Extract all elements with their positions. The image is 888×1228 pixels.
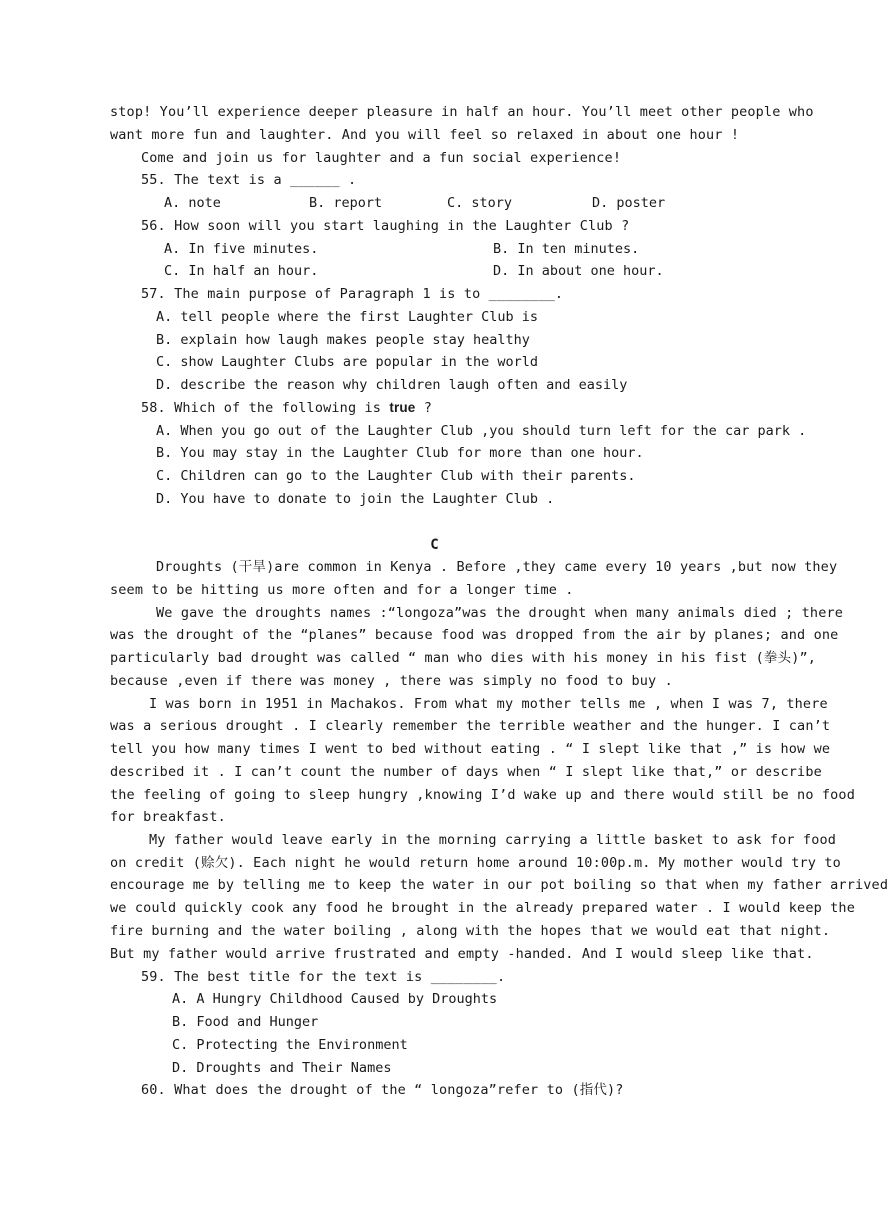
- question-55-stem: 55. The text is a ______ .: [141, 172, 357, 188]
- passage-line: particularly bad drought was called “ man who dies with his money in his fist (拳头)”,: [110, 650, 817, 666]
- q59-option-b: B. Food and Hunger: [172, 1014, 319, 1030]
- passage-line: My father would leave early in the morning carrying a little basket to ask for food: [149, 832, 837, 848]
- q59-option-d: D. Droughts and Their Names: [172, 1060, 392, 1076]
- passage-line: encourage me by telling me to keep the water in our pot boiling so that when my father arrived: [110, 877, 888, 893]
- q56-option-b: B. In ten minutes.: [493, 241, 640, 257]
- q55-option-c: C. story: [447, 195, 513, 211]
- passage-line: was a serious drought . I clearly remember the terrible weather and the hunger. I can’t: [110, 718, 831, 734]
- q58-option-a: A. When you go out of the Laughter Club ,you should turn left for the car park .: [156, 423, 807, 439]
- q57-option-b: B. explain how laugh makes people stay healthy: [156, 332, 530, 348]
- question-59-stem: 59. The best title for the text is ________.: [141, 969, 506, 985]
- passage-line: seem to be hitting us more often and for a longer time .: [110, 582, 574, 598]
- passage-line: was the drought of the “planes” because food was dropped from the air by planes; and one: [110, 627, 839, 643]
- passage-line: But my father would arrive frustrated and empty -handed. And I would sleep like that.: [110, 946, 814, 962]
- q55-option-a: A. note: [164, 195, 221, 211]
- passage-line: because ,even if there was money , there was simply no food to buy .: [110, 673, 673, 689]
- q59-option-c: C. Protecting the Environment: [172, 1037, 408, 1053]
- question-60-stem: 60. What does the drought of the “ longoza”refer to (指代)?: [141, 1082, 624, 1098]
- question-56-stem: 56. How soon will you start laughing in the Laughter Club ?: [141, 218, 630, 234]
- q56-option-c: C. In half an hour.: [164, 263, 319, 279]
- passage-line: Droughts (干旱)are common in Kenya . Before ,they came every 10 years ,but now they: [156, 559, 838, 575]
- section-c-heading: C: [430, 537, 439, 553]
- q59-option-a: A. A Hungry Childhood Caused by Droughts: [172, 991, 498, 1007]
- q58-option-d: D. You have to donate to join the Laughter Club .: [156, 491, 555, 507]
- q57-option-a: A. tell people where the first Laughter Club is: [156, 309, 539, 325]
- passage-line: on credit (赊欠). Each night he would return home around 10:00p.m. My mother would try to: [110, 855, 841, 871]
- q56-option-d: D. In about one hour.: [493, 263, 664, 279]
- q58-stem-prefix: 58. Which of the following is: [141, 400, 390, 416]
- passage-line: Come and join us for laughter and a fun social experience!: [141, 150, 622, 166]
- question-58-stem: [141, 399, 801, 417]
- passage-line: stop! You’ll experience deeper pleasure in half an hour. You’ll meet other people who: [110, 104, 814, 120]
- passage-line: want more fun and laughter. And you will feel so relaxed in about one hour !: [110, 127, 740, 143]
- q55-option-b: B. report: [309, 195, 383, 211]
- passage-line: for breakfast.: [110, 809, 226, 825]
- passage-line: tell you how many times I went to bed without eating . “ I slept like that ,” is how we: [110, 741, 831, 757]
- q55-option-d: D. poster: [592, 195, 666, 211]
- q58-option-b: B. You may stay in the Laughter Club for more than one hour.: [156, 445, 644, 461]
- passage-line: I was born in 1951 in Machakos. From what my mother tells me , when I was 7, there: [149, 696, 828, 712]
- q57-option-d: D. describe the reason why children laugh often and easily: [156, 377, 628, 393]
- q58-option-c: C. Children can go to the Laughter Club with their parents.: [156, 468, 636, 484]
- passage-line: fire burning and the water boiling , along with the hopes that we would eat that night.: [110, 923, 831, 939]
- passage-line: we could quickly cook any food he brought in the already prepared water . I would keep the: [110, 900, 855, 916]
- q56-option-a: A. In five minutes.: [164, 241, 319, 257]
- passage-line: We gave the droughts names :“longoza”was the drought when many animals died ; there: [156, 605, 844, 621]
- passage-line: the feeling of going to sleep hungry ,knowing I’d wake up and there would still be no food: [110, 787, 855, 803]
- q57-option-c: C. show Laughter Clubs are popular in the world: [156, 354, 539, 370]
- question-57-stem: 57. The main purpose of Paragraph 1 is to ________.: [141, 286, 564, 302]
- q58-stem-suffix: ?: [415, 400, 433, 416]
- q58-stem-emphasis: true: [389, 400, 416, 415]
- passage-line: described it . I can’t count the number of days when “ I slept like that,” or describe: [110, 764, 822, 780]
